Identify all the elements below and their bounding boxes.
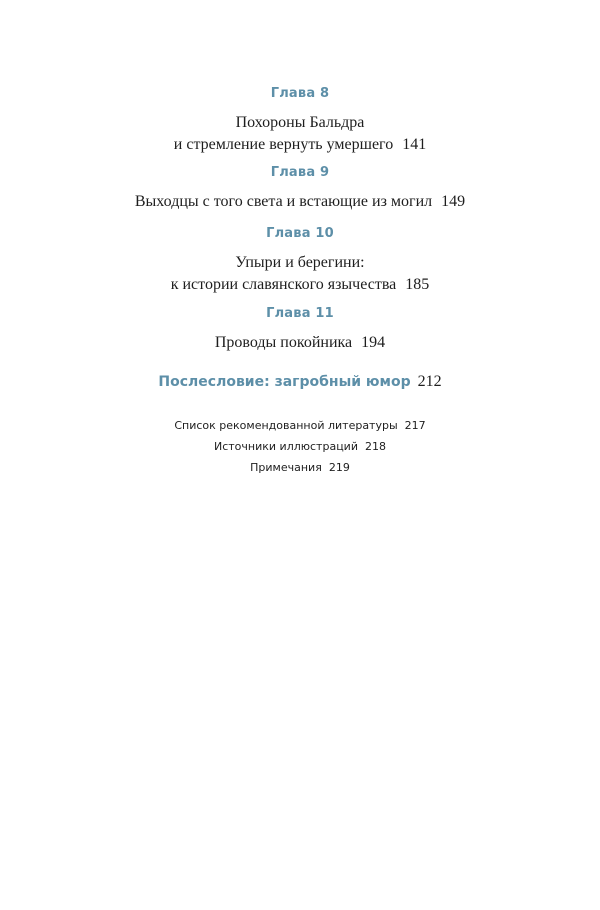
afterword-page-number: 212 — [417, 373, 442, 390]
chapter-11-title-line-1-wrap — [0, 332, 600, 354]
afterword-title: Послесловие: загробный юмор — [158, 374, 411, 390]
afterword-entry — [0, 373, 600, 391]
chapter-8-title-line-2-wrap — [0, 134, 600, 156]
chapter-10-title-line-2-wrap — [0, 274, 600, 296]
chapter-9-entry — [0, 191, 600, 213]
chapter-9-label: Глава 9 — [270, 165, 330, 180]
backmatter-item-page-number: 218 — [364, 440, 386, 453]
chapter-10-title-line-1: Упыри и берегини: — [235, 254, 365, 271]
backmatter-item-page-number: 217 — [404, 419, 426, 432]
chapter-8-entry — [0, 112, 600, 156]
chapter-10-entry — [0, 252, 600, 296]
chapter-10-title-line-2: к истории славянского язычества — [170, 276, 397, 293]
chapter-9-title-line-1-wrap — [0, 191, 600, 213]
chapter-9-title-line-1: Выходцы с того света и встающие из могил — [134, 193, 433, 210]
chapter-8-title-line-1: Похороны Бальдра — [235, 114, 365, 131]
chapter-10-label: Глава 10 — [266, 226, 334, 241]
chapter-10-page-number: 185 — [405, 276, 430, 293]
backmatter-item-title: Источники иллюстраций — [214, 440, 358, 453]
chapter-11-title-line-1: Проводы покойника — [214, 334, 353, 351]
chapter-11-label: Глава 11 — [266, 306, 334, 321]
chapter-11-page-number: 194 — [361, 334, 386, 351]
chapter-8-title-line-2: и стремление вернуть умершего — [173, 136, 394, 153]
backmatter-item-page-number: 219 — [328, 461, 350, 474]
backmatter-item-bibliography — [0, 419, 600, 432]
chapter-8-page-number: 141 — [402, 136, 427, 153]
backmatter-item-title: Список рекомендованной литературы — [174, 419, 398, 432]
chapter-11-entry — [0, 332, 600, 354]
backmatter-item-illustration-sources — [0, 440, 600, 453]
chapter-8-label: Глава 8 — [270, 86, 330, 101]
chapter-9-page-number: 149 — [441, 193, 466, 210]
backmatter-item-title: Примечания — [250, 461, 322, 474]
backmatter-item-notes — [0, 461, 600, 474]
